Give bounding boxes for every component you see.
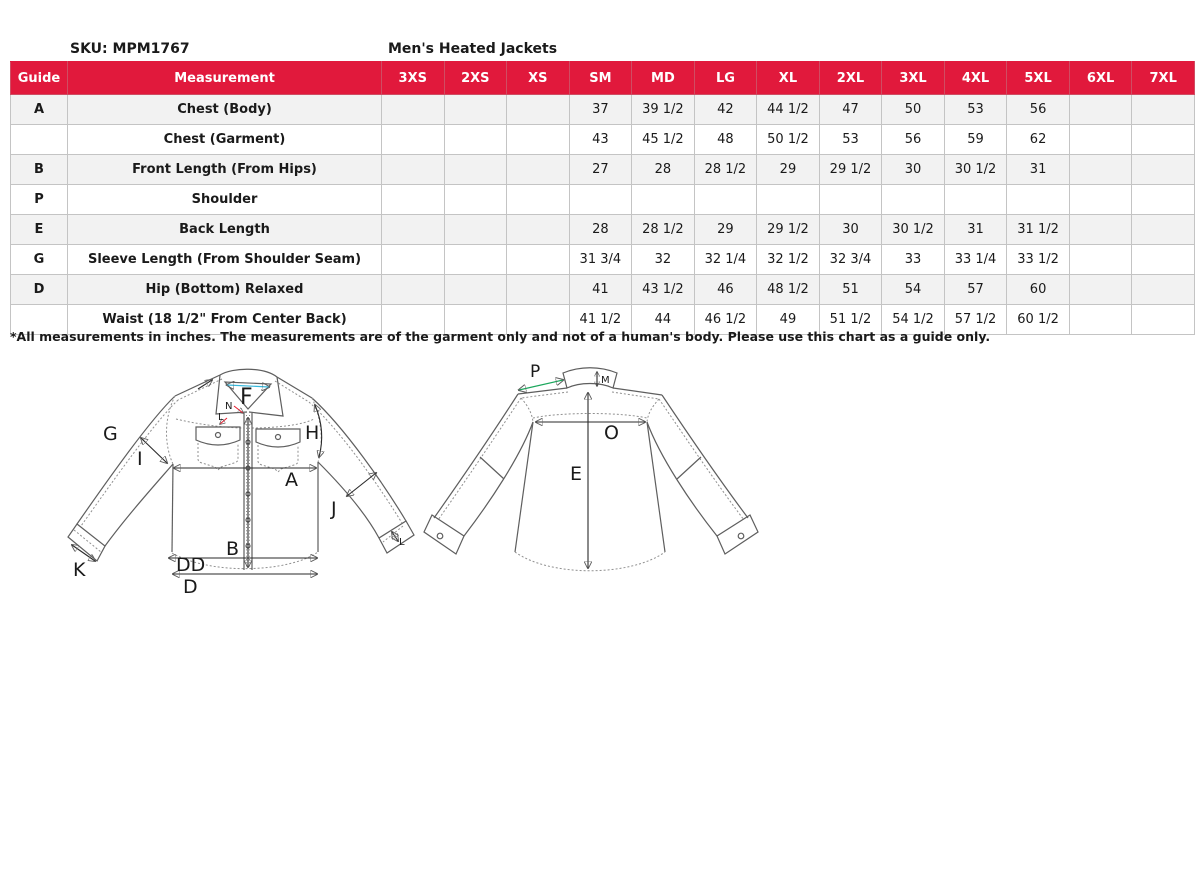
value-cell bbox=[1132, 155, 1195, 185]
value-cell: 57 1/2 bbox=[944, 305, 1007, 335]
value-cell: 47 bbox=[819, 95, 882, 125]
column-header-sm: SM bbox=[569, 62, 632, 95]
back-label-e: E bbox=[570, 463, 583, 485]
value-cell bbox=[1132, 275, 1195, 305]
value-cell: 60 1/2 bbox=[1007, 305, 1070, 335]
value-cell bbox=[382, 125, 445, 155]
front-labels bbox=[73, 385, 405, 598]
value-cell bbox=[1132, 245, 1195, 275]
column-header-lg: LG bbox=[694, 62, 757, 95]
value-cell: 33 1/2 bbox=[1007, 245, 1070, 275]
table-row bbox=[11, 155, 1195, 185]
value-cell: 53 bbox=[819, 125, 882, 155]
value-cell bbox=[1132, 305, 1195, 335]
table-row bbox=[11, 275, 1195, 305]
value-cell bbox=[507, 155, 570, 185]
value-cell: 51 1/2 bbox=[819, 305, 882, 335]
table-row bbox=[11, 245, 1195, 275]
column-header-3xl: 3XL bbox=[882, 62, 945, 95]
value-cell: 27 bbox=[569, 155, 632, 185]
value-cell: 39 1/2 bbox=[632, 95, 695, 125]
back-label-o: O bbox=[604, 422, 619, 444]
front-label-n: N bbox=[225, 401, 233, 412]
value-cell bbox=[1069, 155, 1132, 185]
back-labels bbox=[530, 362, 619, 485]
column-header-3xs: 3XS bbox=[382, 62, 445, 95]
value-cell: 29 1/2 bbox=[819, 155, 882, 185]
front-label-j: J bbox=[331, 498, 337, 520]
value-cell: 53 bbox=[944, 95, 1007, 125]
value-cell bbox=[444, 155, 507, 185]
value-cell bbox=[507, 215, 570, 245]
value-cell: 54 1/2 bbox=[882, 305, 945, 335]
table-row bbox=[11, 125, 1195, 155]
value-cell: 32 3/4 bbox=[819, 245, 882, 275]
value-cell bbox=[1069, 245, 1132, 275]
guide-cell bbox=[11, 125, 68, 155]
front-label-h: H bbox=[305, 422, 320, 444]
value-cell bbox=[1069, 215, 1132, 245]
value-cell: 30 1/2 bbox=[882, 215, 945, 245]
value-cell bbox=[882, 185, 945, 215]
value-cell bbox=[507, 275, 570, 305]
value-cell bbox=[632, 185, 695, 215]
value-cell bbox=[1069, 125, 1132, 155]
value-cell: 56 bbox=[882, 125, 945, 155]
measurement-cell: Chest (Garment) bbox=[68, 125, 382, 155]
value-cell: 29 1/2 bbox=[757, 215, 820, 245]
value-cell: 30 bbox=[819, 215, 882, 245]
value-cell bbox=[444, 95, 507, 125]
value-cell bbox=[1132, 215, 1195, 245]
front-label-d: D bbox=[183, 576, 198, 598]
value-cell: 44 1/2 bbox=[757, 95, 820, 125]
column-header-6xl: 6XL bbox=[1069, 62, 1132, 95]
value-cell: 45 1/2 bbox=[632, 125, 695, 155]
measurement-cell: Sleeve Length (From Shoulder Seam) bbox=[68, 245, 382, 275]
value-cell: 50 bbox=[882, 95, 945, 125]
value-cell bbox=[1069, 275, 1132, 305]
front-label-k: K bbox=[73, 559, 86, 581]
value-cell bbox=[1007, 185, 1070, 215]
value-cell bbox=[819, 185, 882, 215]
value-cell bbox=[382, 215, 445, 245]
value-cell: 48 1/2 bbox=[757, 275, 820, 305]
value-cell: 56 bbox=[1007, 95, 1070, 125]
value-cell bbox=[569, 185, 632, 215]
value-cell: 28 1/2 bbox=[632, 215, 695, 245]
guide-cell: E bbox=[11, 215, 68, 245]
column-header-measurement: Measurement bbox=[68, 62, 382, 95]
value-cell: 49 bbox=[757, 305, 820, 335]
value-cell bbox=[1132, 185, 1195, 215]
value-cell: 32 bbox=[632, 245, 695, 275]
value-cell bbox=[1069, 95, 1132, 125]
guide-cell: A bbox=[11, 95, 68, 125]
back-label-m: M bbox=[601, 375, 610, 386]
column-header-xl: XL bbox=[757, 62, 820, 95]
measurement-cell: Back Length bbox=[68, 215, 382, 245]
value-cell bbox=[507, 95, 570, 125]
guide-cell: P bbox=[11, 185, 68, 215]
value-cell: 62 bbox=[1007, 125, 1070, 155]
value-cell: 44 bbox=[632, 305, 695, 335]
value-cell: 57 bbox=[944, 275, 1007, 305]
value-cell: 43 bbox=[569, 125, 632, 155]
value-cell: 50 1/2 bbox=[757, 125, 820, 155]
value-cell bbox=[944, 185, 1007, 215]
value-cell: 28 bbox=[632, 155, 695, 185]
guide-cell: G bbox=[11, 245, 68, 275]
value-cell: 29 bbox=[694, 215, 757, 245]
value-cell bbox=[694, 185, 757, 215]
value-cell: 41 1/2 bbox=[569, 305, 632, 335]
value-cell bbox=[444, 275, 507, 305]
guide-cell: D bbox=[11, 275, 68, 305]
back-jacket-outline bbox=[424, 368, 758, 571]
column-header-md: MD bbox=[632, 62, 695, 95]
value-cell: 33 bbox=[882, 245, 945, 275]
back-label-p: P bbox=[530, 362, 541, 382]
column-header-guide: Guide bbox=[11, 62, 68, 95]
value-cell bbox=[382, 275, 445, 305]
value-cell: 48 bbox=[694, 125, 757, 155]
value-cell: 37 bbox=[569, 95, 632, 125]
value-cell bbox=[382, 95, 445, 125]
table-row bbox=[11, 185, 1195, 215]
guide-cell: B bbox=[11, 155, 68, 185]
value-cell bbox=[382, 155, 445, 185]
footnote: *All measurements in inches. The measurements are of the garment only and not of a human's body. Please use this chart as a guide only. bbox=[10, 329, 991, 344]
value-cell: 31 bbox=[944, 215, 1007, 245]
value-cell: 51 bbox=[819, 275, 882, 305]
measurement-cell: Chest (Body) bbox=[68, 95, 382, 125]
front-label-dd: DD bbox=[176, 554, 206, 576]
value-cell bbox=[757, 185, 820, 215]
value-cell: 31 bbox=[1007, 155, 1070, 185]
front-label-g: G bbox=[103, 423, 118, 445]
value-cell bbox=[444, 185, 507, 215]
measurement-cell: Front Length (From Hips) bbox=[68, 155, 382, 185]
measurement-cell: Waist (18 1/2" From Center Back) bbox=[68, 305, 382, 335]
column-header-5xl: 5XL bbox=[1007, 62, 1070, 95]
value-cell bbox=[1132, 95, 1195, 125]
measurement-cell: Shoulder bbox=[68, 185, 382, 215]
value-cell: 54 bbox=[882, 275, 945, 305]
value-cell bbox=[444, 215, 507, 245]
front-label-nl: L bbox=[218, 412, 224, 423]
column-header-xs: XS bbox=[507, 62, 570, 95]
value-cell bbox=[444, 245, 507, 275]
value-cell: 30 bbox=[882, 155, 945, 185]
value-cell bbox=[1069, 185, 1132, 215]
page-title: Men's Heated Jackets bbox=[388, 41, 558, 57]
value-cell bbox=[444, 125, 507, 155]
value-cell bbox=[1069, 305, 1132, 335]
value-cell bbox=[507, 125, 570, 155]
front-label-a: A bbox=[285, 469, 298, 491]
value-cell: 43 1/2 bbox=[632, 275, 695, 305]
front-label-f: F bbox=[240, 385, 253, 410]
value-cell: 33 1/4 bbox=[944, 245, 1007, 275]
table-row bbox=[11, 95, 1195, 125]
value-cell bbox=[507, 185, 570, 215]
value-cell: 60 bbox=[1007, 275, 1070, 305]
column-header-4xl: 4XL bbox=[944, 62, 1007, 95]
value-cell: 32 1/2 bbox=[757, 245, 820, 275]
table-row bbox=[11, 215, 1195, 245]
column-header-2xl: 2XL bbox=[819, 62, 882, 95]
value-cell: 30 1/2 bbox=[944, 155, 1007, 185]
value-cell bbox=[507, 245, 570, 275]
value-cell bbox=[382, 245, 445, 275]
value-cell: 42 bbox=[694, 95, 757, 125]
value-cell: 29 bbox=[757, 155, 820, 185]
measurement-cell: Hip (Bottom) Relaxed bbox=[68, 275, 382, 305]
column-header-7xl: 7XL bbox=[1132, 62, 1195, 95]
front-jacket-diagram bbox=[55, 362, 445, 614]
value-cell: 41 bbox=[569, 275, 632, 305]
value-cell: 46 1/2 bbox=[694, 305, 757, 335]
size-chart bbox=[10, 61, 1195, 335]
front-label-l: L bbox=[399, 537, 405, 548]
value-cell: 46 bbox=[694, 275, 757, 305]
value-cell: 31 1/2 bbox=[1007, 215, 1070, 245]
value-cell: 59 bbox=[944, 125, 1007, 155]
value-cell: 31 3/4 bbox=[569, 245, 632, 275]
value-cell: 32 1/4 bbox=[694, 245, 757, 275]
value-cell: 28 bbox=[569, 215, 632, 245]
value-cell: 28 1/2 bbox=[694, 155, 757, 185]
value-cell bbox=[1132, 125, 1195, 155]
back-jacket-diagram bbox=[420, 362, 790, 597]
sku-label: SKU: MPM1767 bbox=[70, 41, 190, 57]
column-header-2xs: 2XS bbox=[444, 62, 507, 95]
value-cell bbox=[382, 185, 445, 215]
front-label-i: I bbox=[137, 448, 143, 470]
front-label-b: B bbox=[226, 538, 240, 560]
